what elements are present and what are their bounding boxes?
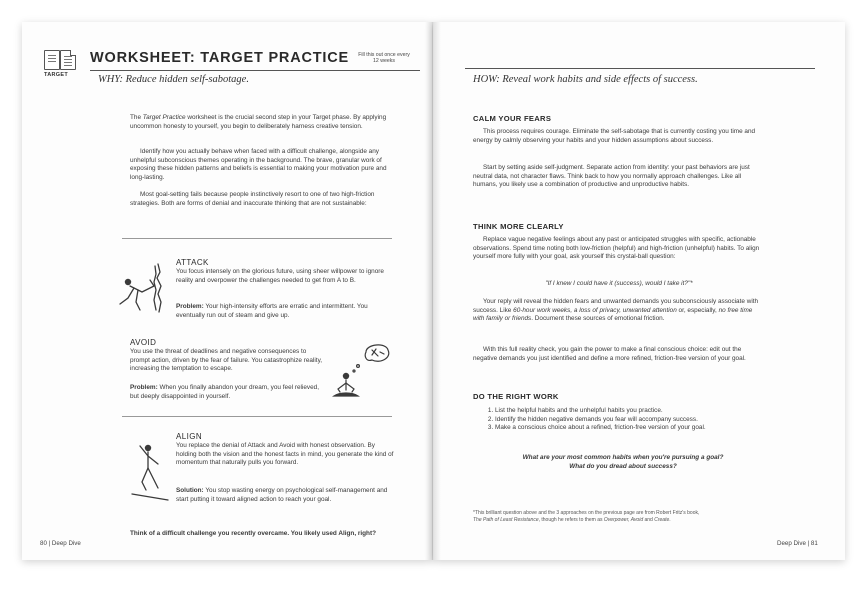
right-page [433,22,845,560]
list-item: 3. Make a conscious choice about a refined, friction-free version of your goal. [495,424,773,433]
header-divider [90,70,420,71]
clearly-heading: THINK MORE CLEARLY [473,222,564,231]
align-tightrope-figure-icon [130,438,170,508]
how-subtitle: HOW: Reveal work habits and side effects of success. [473,74,698,85]
calm-heading: CALM YOUR FEARS [473,114,552,123]
intro-paragraph-2: Identify how you actually behave when faced with a difficult challenge, alongside any unhelpful subconscious themes operating in the background. The brave, granular work of exposing these hidden patterns and beliefs is essential to making your motivation pure and long-lasting. [130,148,387,181]
calm-paragraph-2: Start by setting aside self-judgment. Separate action from identity: your past behaviors are just neutral data, not character flaws. Think back to how you normally approach challenges. Like all humans, you likely use a combination of productive and unproductive habits. [473,164,750,189]
clearly-paragraph-2: Your reply will reveal the hidden fears and unwanted demands you subconsciously associate with success. Like 60-hour work weeks, a loss of privacy, unwanted attention or, especially, no free time with family or friends. Document these sources of emotional friction. [473,298,759,323]
divider [122,416,392,417]
target-label: TARGET [44,72,69,78]
attack-problem: Problem: Your high-intensity efforts are erratic and intermittent. You eventually run out of steam and give up. [176,303,368,319]
book-gutter [425,22,441,560]
attack-wall-figure-icon [114,260,172,316]
attack-heading: ATTACK [176,258,209,267]
divider [122,238,392,239]
list-item: 1. List the helpful habits and the unhelpful habits you practice. [495,407,773,416]
footnote: *This brilliant question above and the 3 approaches on the previous page are from Robert Fritz's book, The Path of Least Resistance, though he refers to them as Overpower, Avoid and Create. [473,510,700,523]
avoid-heading: AVOID [130,338,157,347]
avoid-text: You use the threat of deadlines and negative consequences to prompt action, driven by the fear of failure. You catastrophize reality, increasing the temptation to escape. [130,348,323,373]
calm-paragraph-1: This process requires courage. Eliminate the self-sabotage that is currently costing you time and energy by calmly observing your habits and your hidden assumptions about success. [473,128,756,144]
reflection-question-1: What are your most common habits when you're pursuing a goal? [522,454,724,461]
left-page [22,22,432,560]
fill-note: Fill this out once every 12 weeks [358,52,410,65]
clearly-paragraph-1: Replace vague negative feelings about any past or anticipated struggles with specific, actionable observations. Spend time noting both low-friction (helpful) and high-friction (unhelpful) habits. To align yourself more fully with your goal, ask yourself this crystal-ball question: [473,236,760,261]
align-heading: ALIGN [176,432,203,441]
document-icon [44,50,60,70]
align-text: You replace the denial of Attack and Avoid with honest observation. By holding both the vision and the honest facts in mind, you generate the kind of momentum that naturally pulls you forward. [176,442,394,467]
intro-paragraph-1: The Target Practice worksheet is the crucial second step in your Target phase. By applying uncommon honesty to yourself, you begin to deliberately harness creative tension. [130,114,387,130]
page-number-footer: 80 | Deep Dive [40,540,81,547]
intro-paragraph-3: Most goal-setting fails because people instinctively resort to one of two high-friction strategies. Both are forms of denial and inaccurate thinking that are not sustainable: [130,191,375,207]
avoid-problem: Problem: When you finally abandon your dream, you feel relieved, but deeply disappointed in yourself. [130,384,319,400]
reflection-question-2: What do you dread about success? [569,463,677,470]
avoid-meditating-figure-icon [326,340,396,406]
right-work-list [481,407,773,433]
closing-prompt: Think of a difficult challenge you recently overcame. You likely used Align, right? [130,530,376,537]
attack-text: You focus intensely on the glorious future, using sheer willpower to ignore reality and overpower the challenges needed to get from A to B. [176,268,384,284]
align-solution: Solution: You stop wasting energy on psychological self-management and start putting it toward aligned action to reach your goal. [176,487,388,503]
document-icon [60,50,76,70]
clearly-paragraph-3: With this full reality check, you gain the power to make a final conscious choice: edit out the negative demands you just identified and define a more refined, friction-free version of your goal. [473,346,746,362]
why-subtitle: WHY: Reduce hidden self-sabotage. [98,74,249,85]
page-number-footer: Deep Dive | 81 [777,540,818,547]
header-divider [465,68,815,69]
page-title: WORKSHEET: TARGET PRACTICE [90,50,349,66]
right-work-heading: DO THE RIGHT WORK [473,392,559,401]
list-item: 2. Identify the hidden negative demands you fear will accompany success. [495,416,773,425]
crystal-ball-question: "If I knew I could have it (success), would I take it?"* [545,280,693,287]
